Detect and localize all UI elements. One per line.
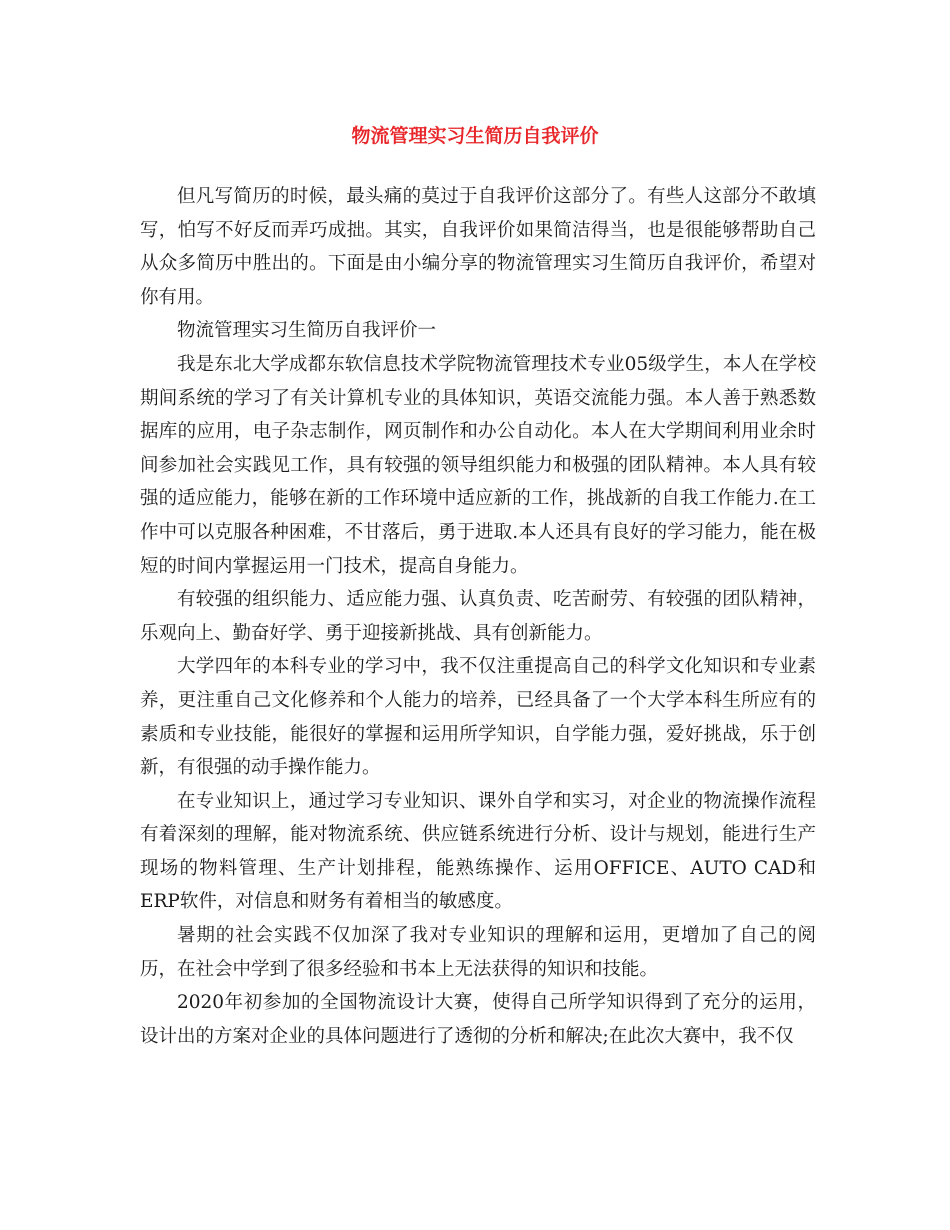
document-title: 物流管理实习生简历自我评价 xyxy=(351,125,599,147)
paragraph-intro: 但凡写简历的时候，最头痛的莫过于自我评价这部分了。有些人这部分不敢填写，怕写不好反而弄巧成拙。其实，自我评价如果简洁得当，也是很能够帮助自己从众多简历中胜出的。下面是由小编分享的物流管理实习生简历自我评价，希望对你有用。 xyxy=(140,186,816,308)
paragraph-background: 我是东北大学成都东软信息技术学院物流管理技术专业05级学生，本人在学校期间系统的学习了有关计算机专业的具体知识，英语交流能力强。本人善于熟悉数据库的应用，电子杂志制作，网页制作和办公自动化。本人在大学期间利用业余时间参加社会实践见工作，具有较强的领导组织能力和极强的团队精神。本人具有较强的适应能力，能够在新的工作环境中适应新的工作，挑战新的自我工作能力.在工作中可以克服各种困难，不甘落后，勇于进取.本人还具有良好的学习能力，能在极短的时间内掌握运用一门技术，提高自身能力。 xyxy=(140,353,816,577)
paragraph-abilities: 有较强的组织能力、适应能力强、认真负责、吃苦耐劳、有较强的团队精神，乐观向上、勤奋好学、勇于迎接新挑战、具有创新能力。 xyxy=(140,589,816,644)
document-body xyxy=(140,180,816,1053)
paragraph-summer-practice: 暑期的社会实践不仅加深了我对专业知识的理解和运用，更增加了自己的阅历，在社会中学到了很多经验和书本上无法获得的知识和技能。 xyxy=(140,925,816,980)
section-heading: 物流管理实习生简历自我评价一 xyxy=(177,320,437,342)
paragraph-university-study: 大学四年的本科专业的学习中，我不仅注重提高自己的科学文化知识和专业素养，更注重自己文化修养和个人能力的培养，已经具备了一个大学本科生所应有的素质和专业技能，能很好的掌握和运用所学知识，自学能力强，爱好挑战，乐于创新，有很强的动手操作能力。 xyxy=(140,656,816,779)
paragraph-professional-knowledge: 在专业知识上，通过学习专业知识、课外自学和实习，对企业的物流操作流程有着深刻的理解，能对物流系统、供应链系统进行分析、设计与规划，能进行生产现场的物料管理、生产计划排程，能熟练操作、运用OFFICE、AUTO CAD和ERP软件，对信息和财务有着相当的敏感度。 xyxy=(140,790,816,913)
paragraph-competition: 2020年初参加的全国物流设计大赛，使得自己所学知识得到了充分的运用，设计出的方案对企业的具体问题进行了透彻的分析和解决;在此次大赛中，我不仅 xyxy=(140,992,816,1047)
